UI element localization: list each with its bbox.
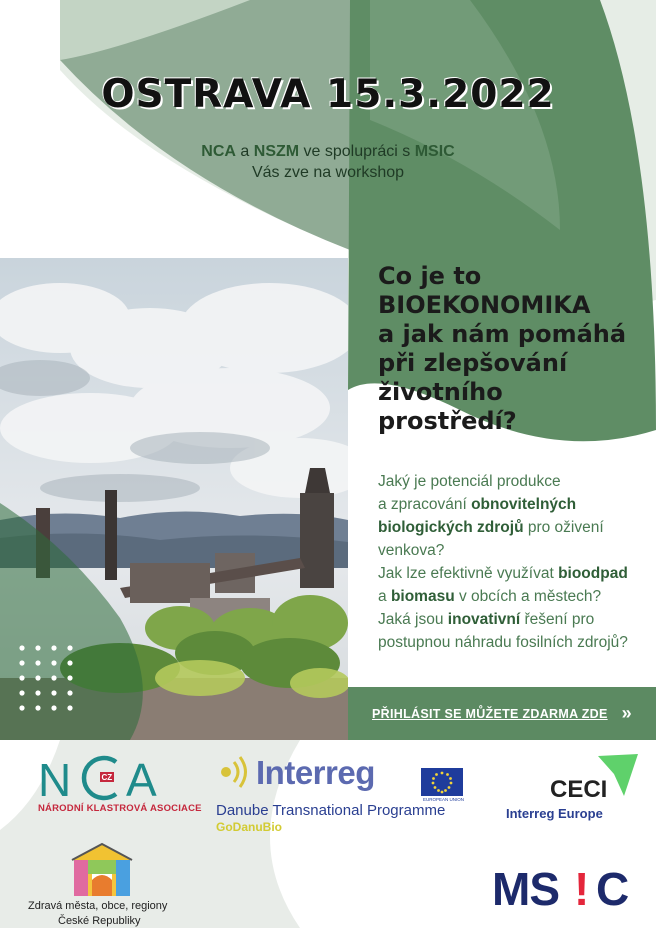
interreg-logo xyxy=(216,748,466,838)
invitation-line-2: Vás zve na workshop xyxy=(251,164,405,181)
msic-ms: MS xyxy=(492,863,559,915)
org-msic: MSIC xyxy=(414,143,455,160)
eu-flag-icon xyxy=(421,768,463,796)
ceci-subtitle: Interreg Europe xyxy=(506,806,603,821)
main-question: Co je to BIOEKONOMIKA a jak nám pomáhá při zlepšování životního prostředí? xyxy=(378,262,627,435)
nszm-caption-line2: České Republiky xyxy=(58,915,141,927)
event-headline: OSTRAVA 15.3.2022 xyxy=(101,72,555,117)
register-button[interactable] xyxy=(348,687,656,740)
nca-logo-n: N xyxy=(38,754,72,806)
register-button-label[interactable]: PŘIHLÁSIT SE MŮŽETE ZDARMA ZDE xyxy=(372,706,608,721)
nca-logo-cz: CZ xyxy=(101,773,113,782)
topic-questions: Jaký je potenciál produkce a zpracování obnovitelných biologických zdrojů pro oživení venkova? Jak lze efektivně využívat bioodpad a biomasu v obcích a městech? Jaká jsou inovativní řešení pro postupnou náhradu fosilních zdrojů? xyxy=(378,473,628,651)
nca-logo-a: A xyxy=(126,754,157,806)
nszm-house-icon xyxy=(70,842,134,898)
interreg-programme: Danube Transnational Programme xyxy=(216,802,446,819)
msic-logo xyxy=(492,862,652,918)
nszm-logo xyxy=(28,842,198,928)
interreg-wordmark: Interreg xyxy=(256,754,375,791)
double-chevron-right-icon[interactable]: » xyxy=(621,703,632,723)
nszm-caption-line1: Zdravá města, obce, regiony xyxy=(28,900,168,912)
interreg-signal-icon xyxy=(216,754,256,790)
nca-caption: NÁRODNÍ KLASTROVÁ ASOCIACE xyxy=(38,803,202,814)
industrial-landscape-photo xyxy=(0,258,348,740)
invitation-line-1: NCA a NSZM ve spolupráci s MSIC xyxy=(201,143,455,160)
org-nszm: NSZM xyxy=(253,143,300,160)
msic-c: C xyxy=(596,863,630,915)
invitation-text xyxy=(0,141,656,183)
ceci-wordmark: CECI xyxy=(550,776,608,803)
interreg-project: GoDanuBio xyxy=(216,820,282,834)
eu-label: EUROPEAN UNION xyxy=(423,797,465,802)
msic-exclamation: ! xyxy=(574,863,590,915)
ceci-logo xyxy=(506,752,646,827)
org-nca: NCA xyxy=(201,143,236,160)
